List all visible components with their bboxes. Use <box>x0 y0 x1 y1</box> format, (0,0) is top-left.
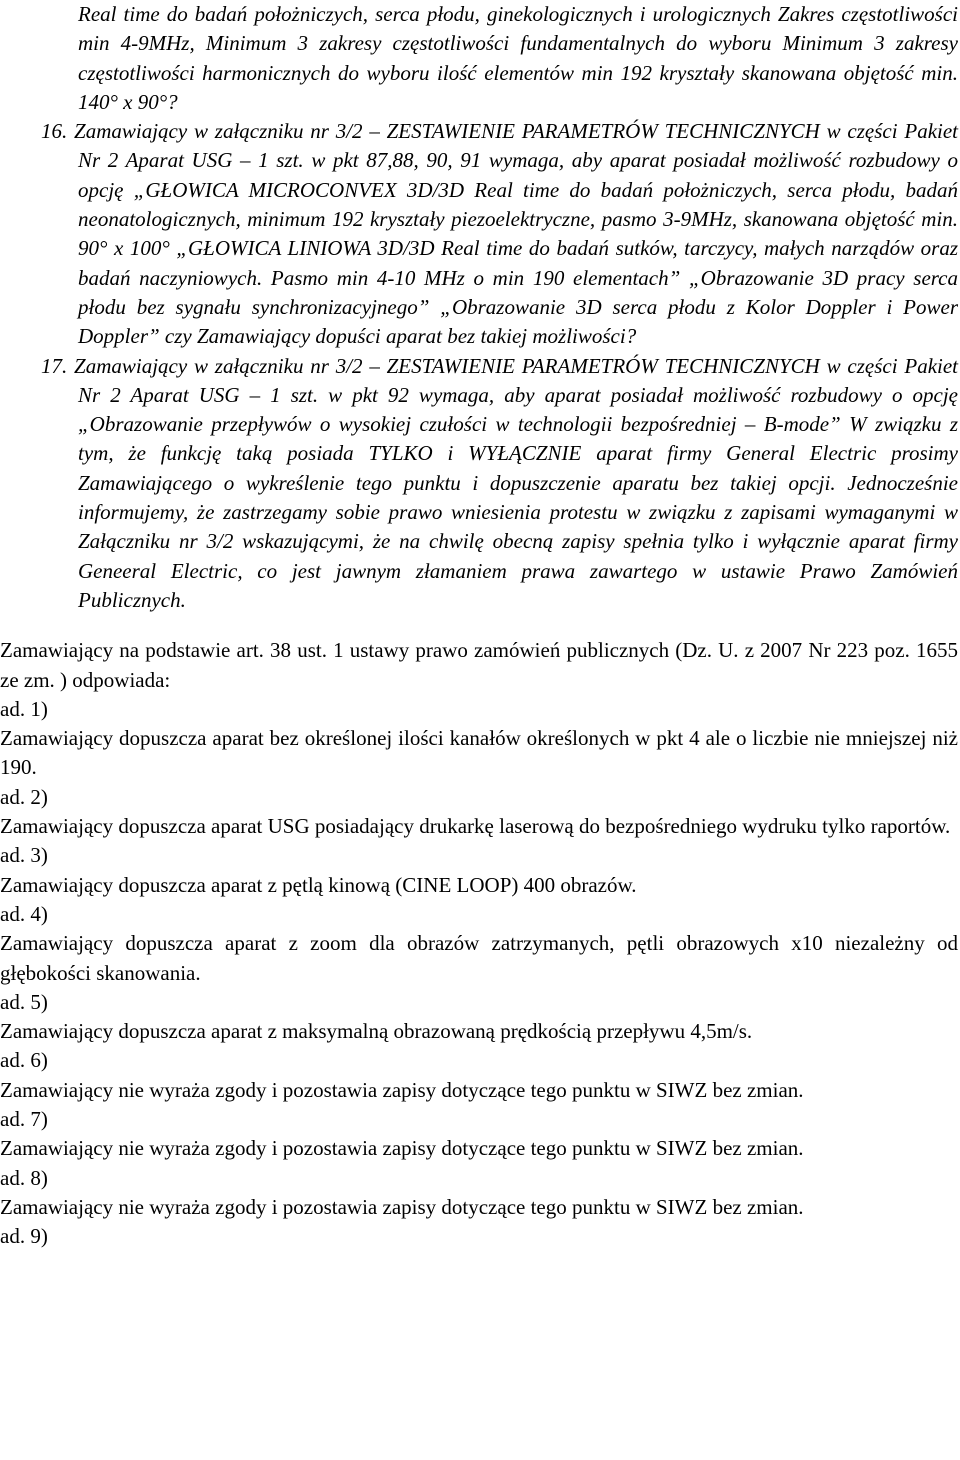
questions-section <box>0 0 958 615</box>
answer-text: Zamawiający dopuszcza aparat bez określonej ilości kanałów określonych w pkt 4 ale o liczbie nie mniejszej niż 190. <box>0 726 958 780</box>
answer-text: Zamawiający dopuszcza aparat z zoom dla obrazów zatrzymanych, pętli obrazowych x10 niezależny od głębokości skanowania. <box>0 931 958 985</box>
answer-label: ad. 4) <box>0 901 48 926</box>
answer-text: Zamawiający dopuszcza aparat z maksymalną obrazowaną prędkością przepływu 4,5m/s. <box>0 1019 753 1044</box>
answer-label: ad. 7) <box>0 1106 48 1131</box>
answer-text: Zamawiający nie wyraża zgody i pozostawia zapisy dotyczące tego punktu w SIWZ bez zmian. <box>0 1194 804 1219</box>
answer-label: ad. 9) <box>0 1224 48 1249</box>
answer-label: ad. 6) <box>0 1048 48 1073</box>
question-16: 16. Zamawiający w załączniku nr 3/2 – ZESTAWIENIE PARAMETRÓW TECHNICZNYCH w części Pakiet Nr 2 Aparat USG – 1 szt. w pkt 87,88, 90, 91 wymaga, aby aparat posiadał możliwość rozbudowy o opcję „GŁOWICA MICROCONVEX 3D/3D Real time do badań położniczych, serca płodu, badań neonatologicznych, minimum 192 kryształy piezoelektryczne, pasmo 3-9MHz, skanowana objętość min. 90° x 100° „GŁOWICA LINIOWA 3D/3D Real time do badań sutków, tarczycy, małych narządów oraz badań naczyniowych. Pasmo min 4-10 MHz o min 190 elementach” „Obrazowanie 3D pracy serca płodu bez sygnału synchronizacyjnego” „Obrazowanie 3D serca płodu z Kolor Doppler i Power Doppler” czy Zamawiający dopuści aparat bez takiej możliwości? <box>41 119 958 349</box>
answer-text: Zamawiający nie wyraża zgody i pozostawia zapisy dotyczące tego punktu w SIWZ bez zmian. <box>0 1136 804 1161</box>
answer-label: ad. 5) <box>0 989 48 1014</box>
question-17: 17. Zamawiający w załączniku nr 3/2 – ZESTAWIENIE PARAMETRÓW TECHNICZNYCH w części Pakiet Nr 2 Aparat USG – 1 szt. w pkt 92 wymaga, aby aparat posiadał możliwość rozbudowy o opcję „Obrazowanie przepływów o wysokiej czułości w technologii bezpośredniej – B-mode” W związku z tym, że funkcję taką posiada TYLKO i WYŁĄCZNIE aparat firmy General Electric prosimy Zamawiającego o wykreślenie tego punktu i dopuszczenie aparatu bez takiej opcji. Jednocześnie informujemy, że zastrzegamy sobie prawo wniesienia protestu w związku z zapisami wymaganymi w Załączniku nr 3/2 wskazującymi, że na chwilę obecną zapisy spełnia tylko i wyłącznie aparat firmy Geneeral Electric, co jest jawnym złamaniem prawa zawartego w ustawie Prawo Zamówień Publicznych. <box>41 353 958 612</box>
answers-intro: Zamawiający na podstawie art. 38 ust. 1 ustawy prawo zamówień publicznych (Dz. U. z 2007 Nr 223 poz. 1655 ze zm. ) odpowiada: <box>0 638 958 692</box>
answer-text: Zamawiający dopuszcza aparat z pętlą kinową (CINE LOOP) 400 obrazów. <box>0 872 637 897</box>
answers-section <box>0 636 958 1251</box>
question-15-continuation: Real time do badań położniczych, serca płodu, ginekologicznych i urologicznych Zakres częstotliwości min 4-9MHz, Minimum 3 zakresy częstotliwości fundamentalnych do wyboru Minimum 3 zakresy częstotliwości harmonicznych do wyboru ilość elementów min 192 kryształy skanowana objętość min. 140° x 90°? <box>78 2 958 114</box>
answer-text: Zamawiający dopuszcza aparat USG posiadający drukarkę laserową do bezpośredniego wydruku tylko raportów. <box>0 814 951 839</box>
answer-label: ad. 3) <box>0 843 48 868</box>
answer-label: ad. 2) <box>0 784 48 809</box>
answer-label: ad. 8) <box>0 1165 48 1190</box>
answer-text: Zamawiający nie wyraża zgody i pozostawia zapisy dotyczące tego punktu w SIWZ bez zmian. <box>0 1077 804 1102</box>
answer-label: ad. 1) <box>0 696 48 721</box>
